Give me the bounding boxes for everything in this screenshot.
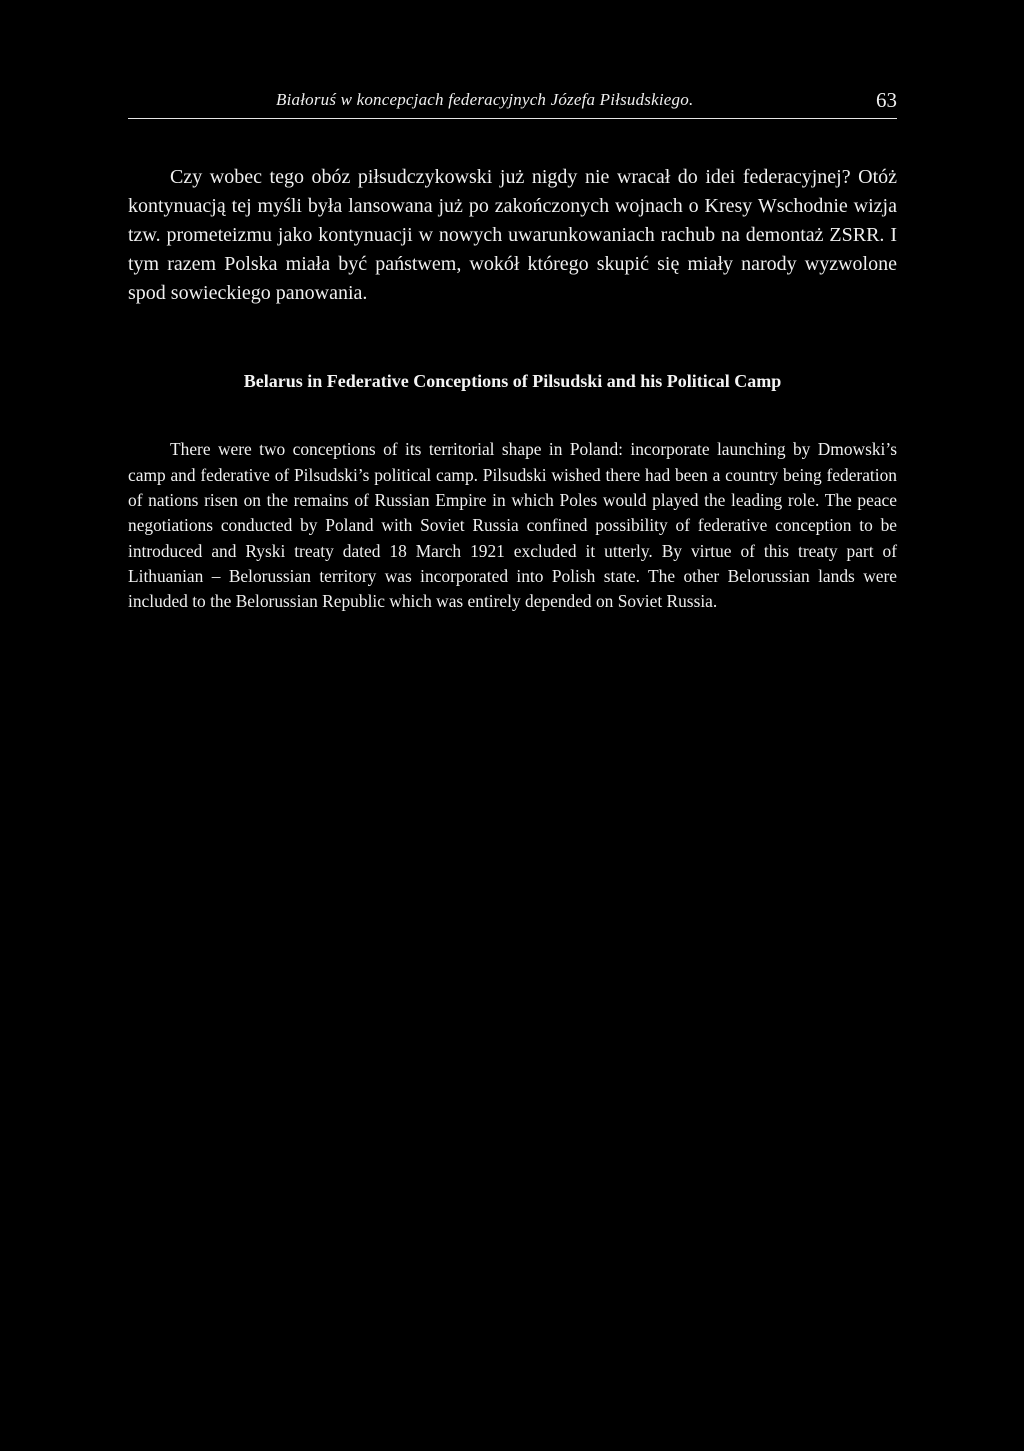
summary-title: Belarus in Federative Conceptions of Pilsudski and his Political Camp xyxy=(243,371,782,391)
summary-paragraph: There were two conceptions of its territorial shape in Poland: incorporate launching by Dmowski’s camp and federative of Pilsudski’s political camp. Pilsudski wished there had been a country being federation of nations risen on the remains of Russian Empire in which Poles would played the leading role. The peace negotiations conducted by Poland with Soviet Russia confined possibility of federative conception to be introduced and Ryski treaty dated 18 March 1921 excluded it utterly. By virtue of this treaty part of Lithuanian – Belorussian territory was incorporated into Polish state. The other Belorussian lands were included to the Belorussian Republic which was entirely depended on Soviet Russia. xyxy=(128,439,897,612)
page-number: 63 xyxy=(876,88,897,112)
polish-paragraph: Czy wobec tego obóz piłsudczykowski już nigdy nie wracał do idei federacyjnej? Otóż kontynuacją tej myśli była lansowana już po zakończonych wojnach o Kresy Wschodnie wizja tzw. prometeizmu jako kontynuacji w nowych uwarunkowaniach rachub na demontaż ZSRR. I tym razem Polska miała być państwem, wokół którego skupić się miały narody wyzwolone spod sowieckiego panowania. xyxy=(128,166,897,304)
running-header xyxy=(128,86,897,119)
running-title: Białoruś w koncepcjach federacyjnych Józefa Piłsudskiego. xyxy=(276,90,694,109)
